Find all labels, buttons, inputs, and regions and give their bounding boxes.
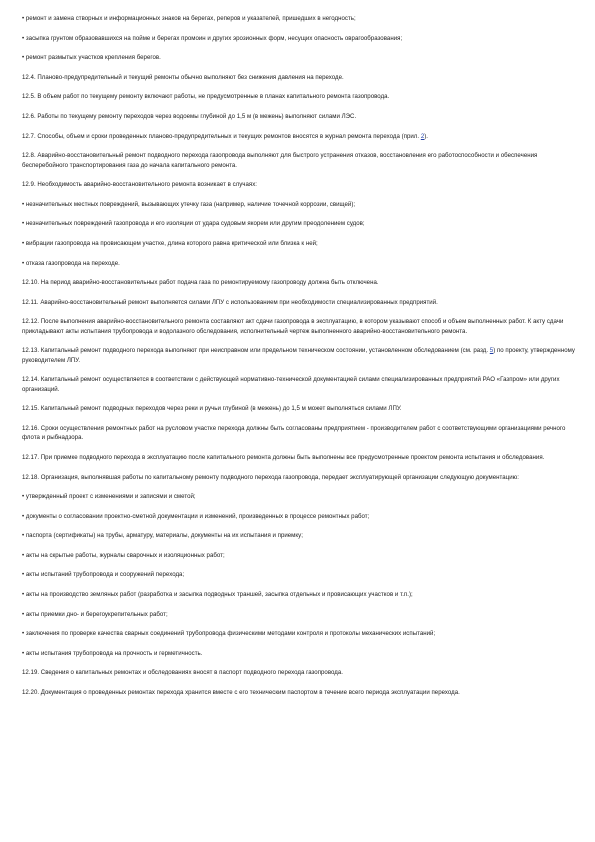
clause-text: ). <box>424 132 428 140</box>
clause-12-5: 12.5. В объем работ по текущему ремонту включают работы, не предусмотренные в планах капитального ремонта газопровода. <box>22 93 390 101</box>
bullet-item: • незначительных повреждений газопровода и его изоляции от удара судовым якорем или другим преодолением судов; <box>22 220 365 228</box>
clause-12-17: 12.17. При приемке подводного перехода в эксплуатацию после капитального ремонта должны быть выполнены все предусмотренные проектом ремонта испытания и обследования. <box>22 453 545 461</box>
clause-12-16: 12.16. Сроки осуществления ремонтных работ на русловом участке перехода должны быть согласованы предприятием - производителем работ с соответствующими организациями речного флота и рыбнадзора. <box>22 424 566 442</box>
section-link[interactable]: 5 <box>489 347 494 355</box>
bullet-item: • засыпка грунтом образовавшихся на пойме и берегах промоин и других эрозионных форм, несущих опасность оврагообразования; <box>22 34 403 42</box>
clause-12-18: 12.18. Организация, выполнявшая работы по капитальному ремонту подводного перехода газопровода, передает эксплуатирующей организации следующую документацию: <box>22 473 519 481</box>
bullet-item: • акты на производство земляных работ (разработка и засыпка подводных траншей, засыпка отдельных и провисающих участков и т.п.); <box>22 591 413 599</box>
clause-12-11: 12.11. Аварийно-восстановительный ремонт выполняется силами ЛПУ с использованием при необходимости специализированных предприятий. <box>22 298 438 306</box>
bullet-item: • ремонт и замена створных и информационных знаков на берегах, реперов и указателей, пришедших в негодность; <box>22 15 356 22</box>
clause-text: 12.7. Способы, объем и сроки проведенных планово-предупредительных и текущих ремонтов вносятся в журнал ремонта перехода (прил. <box>22 132 420 140</box>
clause-12-4: 12.4. Планово-предупредительный и текущий ремонты обычно выполняют без снижения давления на переходе. <box>22 73 344 81</box>
clause-12-10: 12.10. На период аварийно-восстановительных работ подача газа по ремонтируемому газопроводу должна быть отключена. <box>22 279 379 287</box>
bullet-item: • утвержденный проект с изменениями и записями и сметой; <box>22 493 196 501</box>
clause-12-8: 12.8. Аварийно-восстановительный ремонт подводного перехода газопровода выполняют для быстрого устранения отказов, восстановления его работоспособности и обеспечения бесперебойного транспортирования газа до начала капитального ремонта. <box>22 152 538 169</box>
bullet-item: • ремонт размытых участков крепления берегов. <box>22 54 161 62</box>
clause-text: 12.13. Капитальный ремонт подводного перехода выполняют при неисправном или предельном техническом состоянии, установленном обследованием (см. разд. <box>22 347 489 355</box>
bullet-item: • заключения по проверке качества сварных соединений трубопровода физическими методами контроля и протоколы механических испытаний; <box>22 630 436 638</box>
bullet-item: • документы о согласовании проектно-сметной документации и изменений, произведенных в процессе ремонтных работ; <box>22 512 370 520</box>
appendix-link[interactable]: 2 <box>420 132 425 140</box>
bullet-item: • вибрации газопровода на провисающем участке, длина которого равна критической или близка к ней; <box>22 239 318 247</box>
clause-text: ) по проекту, утвержденному руководителем ЛПУ. <box>22 347 575 364</box>
clause-12-9: 12.9. Необходимость аварийно-восстановительного ремонта возникает в случаях: <box>22 181 257 189</box>
bullet-item: • акты испытаний трубопровода и сооружений перехода; <box>22 571 185 579</box>
bullet-item: • акты на скрытые работы, журналы сварочных и изоляционных работ; <box>22 551 225 559</box>
clause-12-7 <box>22 132 575 141</box>
bullet-item: • незначительных местных повреждений, вызывающих утечку газа (например, наличие точечной коррозии, свищей); <box>22 200 356 208</box>
clause-12-20: 12.20. Документация о проведенных ремонтах перехода хранится вместе с его техническим паспортом в течение всего периода эксплуатации перехода. <box>22 689 460 697</box>
bullet-item: • акты приемки дно- и берегоукрепительных работ; <box>22 610 168 618</box>
clause-12-13 <box>22 346 575 365</box>
clause-12-19: 12.19. Сведения о капитальных ремонтах и обследованиях вносят в паспорт подводного перехода газопровода. <box>22 669 343 677</box>
clause-12-14: 12.14. Капитальный ремонт осуществляется в соответствии с действующей нормативно-технической документацией силами специализированных предприятий РАО «Газпром» или других организаций. <box>22 376 560 393</box>
bullet-item: • паспорта (сертификаты) на трубы, арматуру, материалы, документы на их испытания и приемку; <box>22 532 303 540</box>
bullet-item: • акты испытания трубопровода на прочность и герметичность. <box>22 649 203 657</box>
bullet-item: • отказа газопровода на переходе. <box>22 259 120 267</box>
clause-12-12: 12.12. После выполнения аварийно-восстановительного ремонта составляют акт сдачи газопровода в эксплуатацию, в котором указывают способ и объем выполненных работ. К акту сдачи прикладывают акты испытания трубопровода и водолазного обследования, исполнительный чертеж выполненного аварийно-восстановительного ремонта. <box>22 318 564 335</box>
clause-12-15: 12.15. Капитальный ремонт подводных переходов через реки и ручьи глубиной (в межень) до 1,5 м может выполняться силами ЛПУ. <box>22 405 402 413</box>
clause-12-6: 12.6. Работы по текущему ремонту переходов через водоемы глубиной до 1,5 м (в межень) выполняют силами ЛЭС. <box>22 112 357 120</box>
